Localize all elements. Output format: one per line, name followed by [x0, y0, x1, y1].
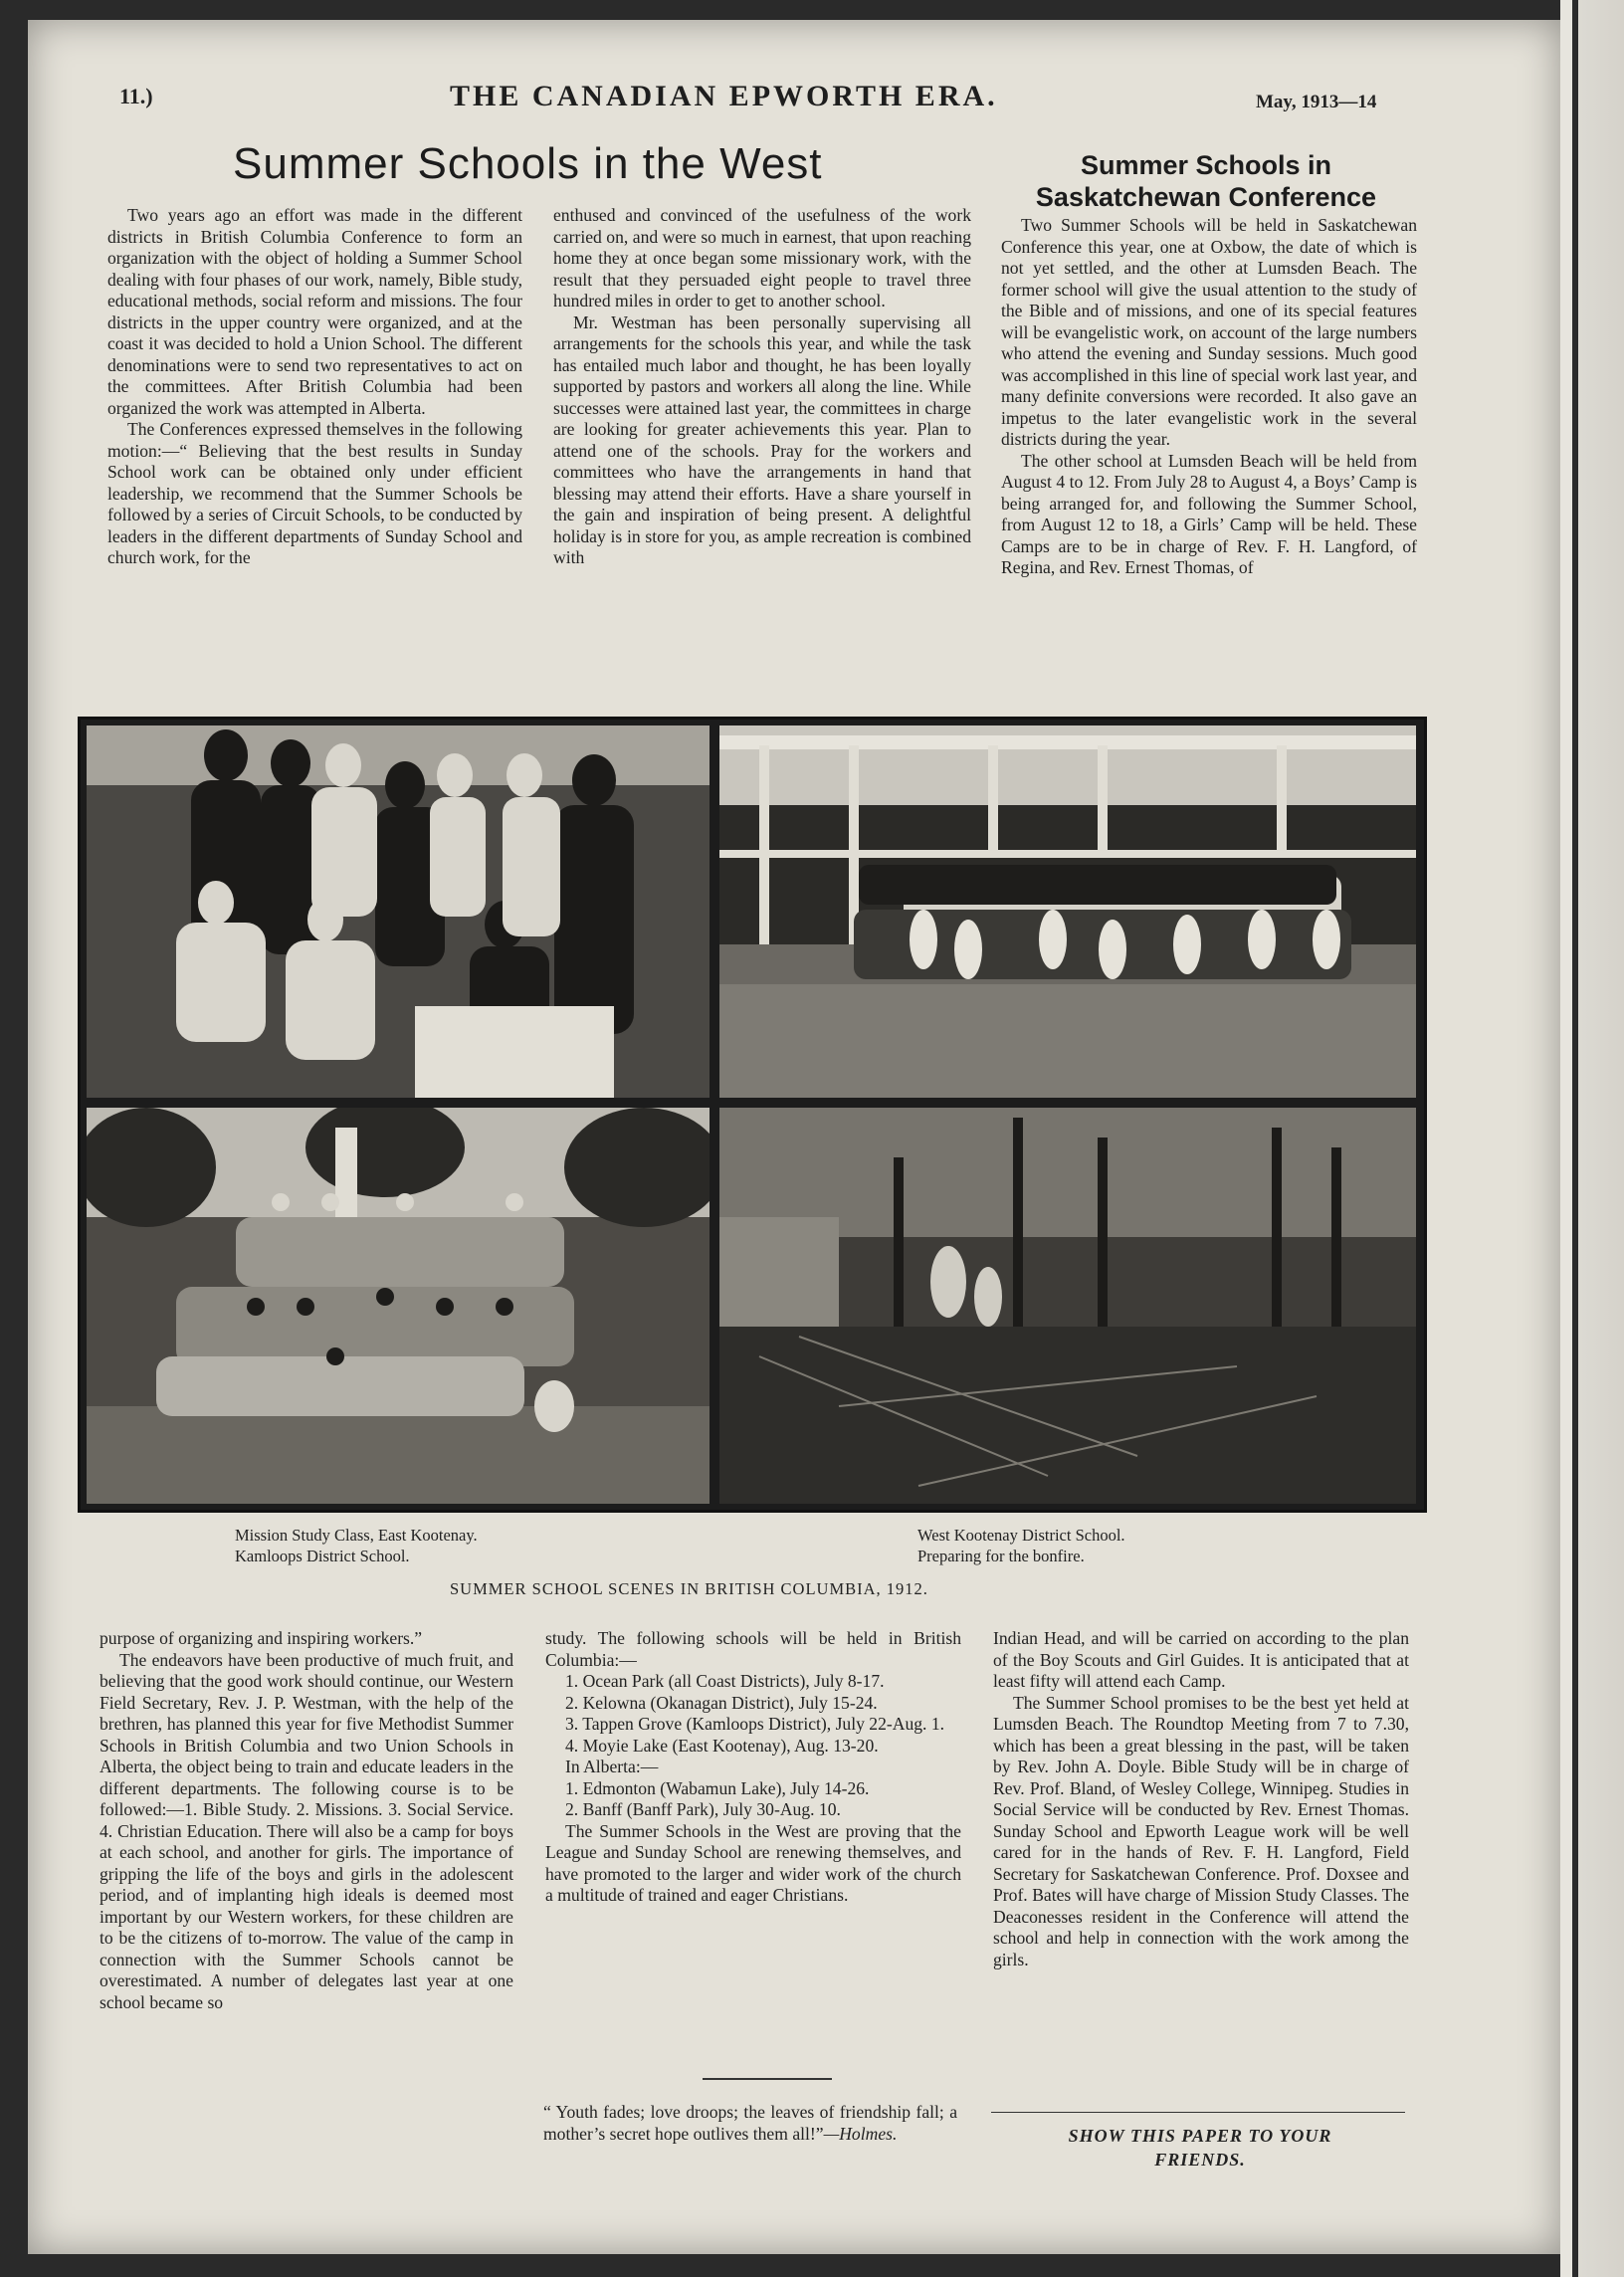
quote-text: “ Youth fades; love droops; the leaves of friendship fall; a mother’s secret hope outlives them all!”—Holmes. [543, 2102, 957, 2144]
photo-kamloops-district-school [719, 725, 1416, 1098]
caption-line: Preparing for the bonfire. [917, 1547, 1085, 1565]
school-list-item: 2. Kelowna (Okanagan District), July 15-24. [565, 1692, 878, 1713]
sidebar-column-top [1001, 215, 1417, 703]
photo-main-caption: SUMMER SCHOOL SCENES IN BRITISH COLUMBIA, 1912. [450, 1579, 928, 1598]
slogan-divider [991, 2112, 1405, 2113]
school-list-item: 2. Banff (Banff Park), July 30-Aug. 10. [565, 1799, 841, 1819]
paragraph: study. The following schools will be held in British Columbia:— [545, 1628, 961, 1670]
binding-edge [1560, 0, 1624, 2277]
article-title: Summer Schools in the West [233, 139, 823, 188]
sidebar-column-bottom [993, 1628, 1409, 2096]
paragraph: Indian Head, and will be carried on according to the plan of the Boy Scouts and Girl Guides. It is anticipated that at least fifty will attend each Camp. [993, 1628, 1409, 1691]
article-column-5 [545, 1628, 961, 2046]
article-column-4 [100, 1628, 513, 2166]
paragraph: Two years ago an effort was made in the different districts in British Columbia Conference to form an organization with the object of holding a Summer School dealing with four phases of our work, namely, Bible study, educational methods, social reform and missions. The four districts in the upper country were organized, and at the coast it was decided to hold a Union School. The different denominations were to send two representatives to act on the committees. After British Columbia had been organized the work was attempted in Alberta. [107, 205, 522, 418]
section-divider [703, 2078, 832, 2080]
paragraph: Mr. Westman has been personally supervising all arrangements for the schools this year, and while the task has entailed much labor and thought, he has been loyally supported by pastors and workers all along the line. While successes were attained last year, the committees in charge are looking for greater achievements this year. Plan to attend one of the schools. Pray for the workers and committees who have the arrangements in hand that blessing may attend their efforts. Have a share yourself in the gain and inspiration of being present. A delightful holiday is in store for you, as ample recreation is combined with [553, 311, 971, 567]
alberta-label: In Alberta:— [565, 1757, 659, 1776]
caption-line: Mission Study Class, East Kootenay. [235, 1526, 478, 1545]
slogan-line: FRIENDS. [1154, 2150, 1246, 2170]
paragraph: enthused and convinced of the usefulness of the work carried on, and were so much in earnest, that upon reaching home they at once began some missionary work, with the result that they persuaded eight people to travel three hundred miles in order to get to another school. [553, 205, 971, 310]
school-list-item: 3. Tappen Grove (Kamloops District), July 22-Aug. 1. [565, 1714, 945, 1734]
page-number: 11.) [119, 84, 153, 108]
photo-preparing-bonfire [719, 1108, 1416, 1504]
photo-grid [78, 717, 1427, 1513]
quotation [543, 2102, 957, 2145]
school-list-item: 4. Moyie Lake (East Kootenay), Aug. 13-20. [565, 1735, 879, 1756]
paragraph: The Conferences expressed themselves in the following motion:—“ Believing that the best results in Sunday School work can be obtained only under efficient leadership, we recommend that the Summer Schools be followed by a series of Circuit Schools, to be conducted by leaders in the different departments of Sunday School and church work, for the [107, 419, 522, 567]
sidebar-title: Summer Schools in Saskatchewan Conference [1035, 150, 1377, 212]
paragraph: Two Summer Schools will be held in Saskatchewan Conference this year, one at Oxbow, the date of which is not yet settled, and the other at Lumsden Beach. The former school will give the usual attention to the study of the Bible and of missions, and one of its special features will be evangelistic work, on account of the large numbers who attend the evening and Sunday sessions. Much good was accomplished in this line of special work last year, and many definite conversions were recorded. It also gave an impetus to the later evangelistic work in the several districts during the year. [1001, 215, 1417, 449]
school-list-item: 1. Ocean Park (all Coast Districts), July 8-17. [565, 1671, 885, 1691]
caption-line: Kamloops District School. [235, 1547, 410, 1565]
article-column-2 [553, 205, 971, 703]
caption-line: West Kootenay District School. [917, 1526, 1125, 1545]
article-column-1 [107, 205, 522, 703]
slogan [993, 2124, 1407, 2172]
photo-mission-study-class [87, 725, 710, 1098]
photo-west-kootenay-district-school [87, 1108, 710, 1504]
slogan-line: SHOW THIS PAPER TO YOUR [1068, 2126, 1332, 2146]
masthead: THE CANADIAN EPWORTH ERA. [450, 80, 998, 112]
paragraph: The other school at Lumsden Beach will be held from August 4 to 12. From July 28 to August 4, a Boys’ Camp is being arranged for, and following the Summer School, from August 12 to 18, a Girls’ Camp will be held. These Camps are to be in charge of Rev. F. H. Langford, of Regina, and Rev. Ernest Thomas, of [1001, 450, 1417, 577]
paragraph: The Summer Schools in the West are proving that the League and Sunday School are renewing themselves, and have promoted to the larger and wider work of the church a multitude of trained and eager Christians. [545, 1820, 961, 1905]
school-list-item: 1. Edmonton (Wabamun Lake), July 14-26. [565, 1777, 870, 1798]
paragraph: The endeavors have been productive of much fruit, and believing that the good work should continue, our Western Field Secretary, Rev. J. P. Westman, with the help of the brethren, has planned this year for five Methodist Summer Schools in British Columbia and two Union Schools in Alberta, the object being to train and educate leaders in the different departments. The following course is to be followed:—1. Bible Study. 2. Missions. 3. Social Service. 4. Christian Education. There will also be a camp for boys at each school, and another for girls. The importance of gripping the life of the boys and girls in the adolescent period, and of implanting high ideals is deemed most important by our Western workers, for these children are to be the citizens of to-morrow. The value of the camp in connection with the Summer Schools cannot be overestimated. A number of delegates last year at one school became so [100, 1649, 513, 2012]
paragraph: The Summer School promises to be the best yet held at Lumsden Beach. The Roundtop Meeting from 7 to 7.30, which has been a great blessing in the past, will be taken by Rev. John A. Doyle. Bible Study will be in charge of Rev. Prof. Bland, of Wesley College, Winnipeg. Studies in Social Service will be conducted by Rev. Ernest Thomas. Sunday School and Epworth League work will be well cared for in the hands of Rev. F. H. Langford, Field Secretary for Saskatchewan Conference. Prof. Doxsee and Prof. Bates will have charge of Mission Study Classes. The Deaconesses resident in the Conference will attend the school and help in connection with the work among the girls. [993, 1692, 1409, 1969]
photo-caption-left [235, 1525, 478, 1566]
quote-author: —Holmes. [823, 2123, 898, 2144]
photo-caption-right [917, 1525, 1125, 1566]
paragraph: purpose of organizing and inspiring workers.” [100, 1628, 423, 1648]
issue-date: May, 1913—14 [1256, 92, 1377, 112]
